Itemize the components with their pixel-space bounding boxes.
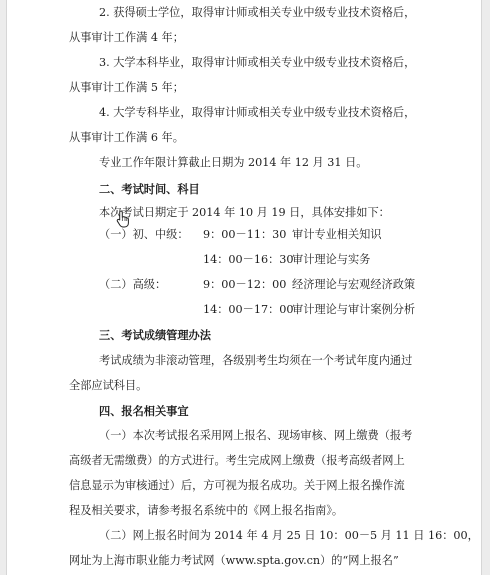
text-line: 4. 大学专科毕业，取得审计师或相关专业中级专业技术资格后， bbox=[99, 106, 416, 119]
hand-pointer-icon bbox=[116, 210, 130, 228]
schedule-subject: 经济理论与宏观经济政策 bbox=[292, 278, 416, 291]
section-heading: 三、考试成绩管理办法 bbox=[99, 328, 211, 342]
text-line: 从事审计工作满 4 年； bbox=[69, 31, 184, 44]
text-line: 从事审计工作满 6 年。 bbox=[69, 131, 184, 144]
text-line: 从事审计工作满 5 年； bbox=[69, 81, 184, 94]
text-line: 程及相关要求，请参考报名系统中的《网上报名指南》。 bbox=[69, 504, 344, 517]
text-line: 2. 获得硕士学位，取得审计师或相关专业中级专业技术资格后， bbox=[99, 6, 416, 19]
schedule-subject: 审计理论与实务 bbox=[292, 253, 371, 266]
schedule-subject: 审计专业相关知识 bbox=[292, 228, 382, 241]
text-line: 专业工作年限计算截止日期为 2014 年 12 月 31 日。 bbox=[99, 156, 368, 169]
schedule-time: 9：00－12：00 bbox=[203, 278, 287, 291]
section-heading: 二、考试时间、科目 bbox=[99, 182, 200, 196]
schedule-time: 14：00－16：30 bbox=[203, 253, 294, 266]
schedule-level: （一）初、中级： bbox=[99, 228, 189, 241]
text-line: 信息显示为审核通过）后，方可视为报名成功。关于网上报名操作流 bbox=[69, 479, 405, 492]
text-line: （二）网上报名时间为 2014 年 4 月 25 日 10：00－5 月 11 日 16：00， bbox=[99, 529, 479, 542]
text-line: 高级者无需缴费）的方式进行。考生完成网上缴费（报考高级者网上 bbox=[69, 454, 405, 467]
text-line: 网址为上海市职业能力考试网（www.spta.gov.cn）的“网上报名” bbox=[69, 554, 399, 567]
text-line: 考试成绩为非滚动管理，各级别考生均须在一个考试年度内通过 bbox=[99, 354, 413, 367]
text-line: （一）本次考试报名采用网上报名、现场审核、网上缴费（报考 bbox=[99, 429, 413, 442]
schedule-time: 14：00－17：00 bbox=[203, 303, 294, 316]
schedule-time: 9：00－11：30 bbox=[203, 228, 287, 241]
text-line: 全部应试科目。 bbox=[69, 379, 148, 392]
text-line: 本次考试日期定于 2014 年 10 月 19 日，具体安排如下： bbox=[99, 206, 390, 219]
text-line: 3. 大学本科毕业，取得审计师或相关专业中级专业技术资格后， bbox=[99, 56, 416, 69]
document-page[interactable] bbox=[6, 0, 482, 575]
schedule-level: （二）高级： bbox=[99, 278, 167, 291]
section-heading: 四、报名相关事宜 bbox=[99, 404, 189, 418]
schedule-subject: 审计理论与审计案例分析 bbox=[292, 303, 416, 316]
